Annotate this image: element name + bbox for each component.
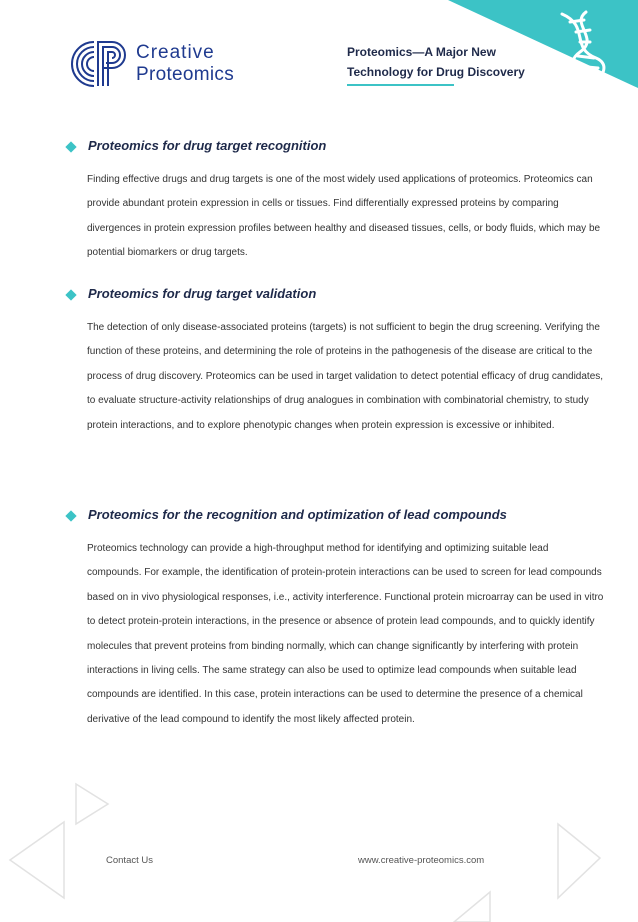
decorative-triangle-icon (74, 782, 110, 826)
section-title: Proteomics for drug target recognition (88, 138, 327, 153)
section-title: Proteomics for drug target validation (88, 286, 317, 301)
decorative-triangle-icon (556, 822, 602, 900)
dna-icon (550, 8, 616, 84)
section-target-recognition (64, 138, 604, 266)
diamond-bullet-icon (65, 289, 76, 300)
section-title: Proteomics for the recognition and optimization of lead compounds (88, 507, 507, 522)
contact-us-link[interactable]: Contact Us (106, 855, 153, 866)
section-heading (64, 507, 604, 527)
decorative-triangle-icon (452, 890, 492, 922)
decorative-triangle-icon (8, 820, 66, 900)
document-title-line1: Proteomics—A Major New (347, 45, 496, 59)
section-body: Proteomics technology can provide a high-throughput method for identifying and optimizing suitable lead compounds. For example, the identification of protein-protein interactions can be used to screen for lead compounds based on in vivo physiological responses, i.e., activity interference. Functional protein microarray can be used in vitro to detect protein-protein interactions, in the presence or absence of protein lead compounds, and to quickly identify molecules that prevent proteins from binding normally, which can change significantly by interfering with protein interactions in living cells. The same strategy can also be used to optimize lead compounds when suitable lead compounds are identified. In this case, protein interactions can be used to determine the presence of a chemical derivative of the lead compound to identify the most likely affected protein. (87, 543, 604, 725)
website-link[interactable]: www.creative-proteomics.com (358, 855, 485, 866)
document-title-line2: Technology for Drug Discovery (347, 65, 525, 79)
section-heading (64, 138, 604, 158)
company-logo[interactable] (68, 36, 238, 92)
section-body: Finding effective drugs and drug targets is one of the most widely used applications of proteomics. Proteomics can provide abundant protein expression in cells or tissues. Find differentially expressed proteins by comparing divergences in protein expression profiles between healthy and diseased tissues, cells, or body fluids, which may be potential biomarkers or drug targets. (87, 174, 601, 259)
diamond-bullet-icon (65, 141, 76, 152)
section-heading (64, 286, 604, 306)
section-target-validation (64, 286, 604, 438)
title-underline (347, 84, 454, 86)
section-body: The detection of only disease-associated proteins (targets) is not sufficient to begin the drug screening. Verifying the function of these proteins, and determining the role of proteins in the pathogenesis of the disease are critical to the process of drug discovery. Proteomics can be used in target validation to detect potential efficacy of drug candidates, to evaluate structure-activity relationships of drug analogues in combination with combinatorial chemistry, to study protein interactions, and to explore phenotypic changes when protein expression is excessive or inhibited. (87, 322, 604, 431)
logo-text-proteomics: Proteomics (136, 64, 235, 85)
diamond-bullet-icon (65, 510, 76, 521)
section-lead-compounds (64, 507, 604, 732)
logo-text-creative: Creative (136, 42, 215, 63)
logo-mark-icon (68, 38, 130, 90)
document-title (347, 42, 547, 82)
